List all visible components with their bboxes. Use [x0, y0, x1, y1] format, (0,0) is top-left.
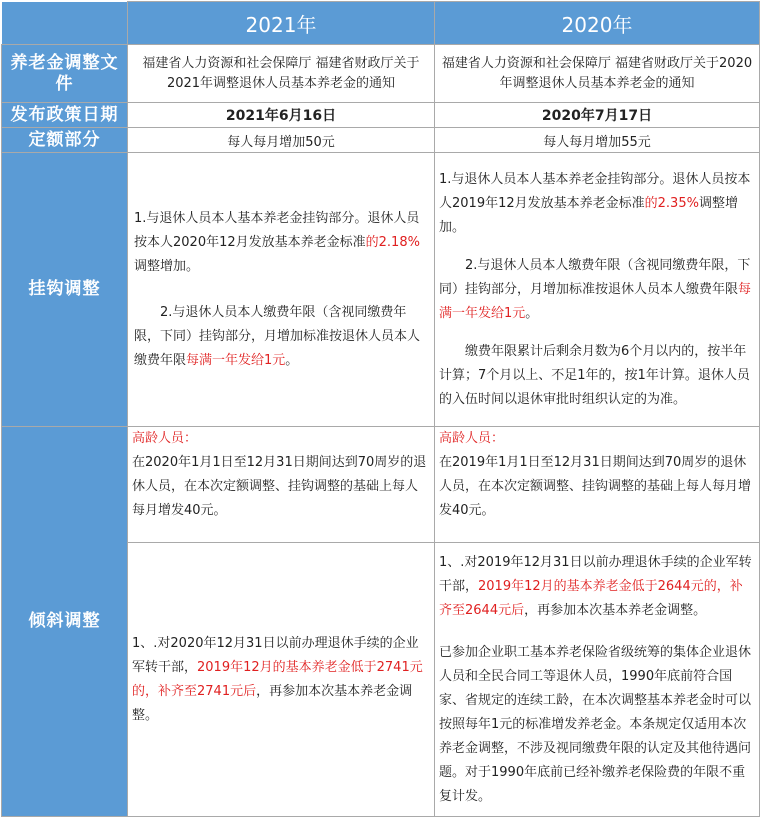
notice-2020: 福建省人力资源和社会保障厅 福建省财政厅关于2020年调整退休人员基本养老金的通知	[435, 45, 760, 103]
row-tilt-elderly	[2, 427, 760, 543]
elderly-2021-text: 在2020年1月1日至12月31日期间达到70周岁的退休人员，在本次定额调整、挂钩调整的基础上每人每月增发40元。	[132, 455, 427, 518]
military-2020-clause: 1、.对2019年12月31日以前办理退休手续的企业军转干部，2019年12月的基本养老金低于2644元的，补齐至2644元后，再参加本次基本养老金调整。	[439, 554, 752, 618]
row-label-notice: 养老金调整文件	[2, 45, 128, 103]
column-header-2021: 2021年	[128, 2, 435, 45]
military-2020-seniority-clause: 已参加企业职工基本养老保险省级统筹的集体企业退休人员和全民合同工等退休人员，1990年底前符合国家、省规定的连续工龄，在本次调整基本养老金时可以按照每年1元的标准增发养老金。本条规定仅适用本次养老金调整，不涉及视同缴费年限的认定及其他待遇问题。对于1990年底前已经补缴养老保险费的年限不重复计发。	[439, 644, 752, 804]
elderly-2021-title: 高龄人员：	[132, 431, 198, 446]
row-date	[2, 103, 760, 128]
corner-cell	[2, 2, 128, 45]
row-linked	[2, 153, 760, 427]
military-2021	[128, 543, 435, 817]
linked-2020	[435, 153, 760, 427]
linked-2020-months-note: 缴费年限累计后剩余月数为6个月以内的，按半年计算；7个月以上、不足1年的，按1年计算。退休人员的入伍时间以退休审批时组织认定的为准。	[439, 343, 750, 407]
elderly-2020	[435, 427, 760, 543]
linked-2021-pension-clause: 1.与退休人员本人基本养老金挂钩部分。退休人员按本人2020年12月发放基本养老金标准的2.18%调整增加。	[134, 210, 420, 274]
military-2020	[435, 543, 760, 817]
linked-2020-years-clause: 2.与退休人员本人缴费年限（含视同缴费年限，下同）挂钩部分，月增加标准按退休人员本人缴费年限每满一年发给1元。	[439, 257, 752, 321]
notice-2021: 福建省人力资源和社会保障厅 福建省财政厅关于2021年调整退休人员基本养老金的通知	[128, 45, 435, 103]
row-fixed	[2, 128, 760, 153]
linked-2021-years-clause: 2.与退休人员本人缴费年限（含视同缴费年限，下同）挂钩部分，月增加标准按退休人员本人缴费年限每满一年发给1元。	[134, 304, 421, 368]
elderly-2020-title: 高龄人员：	[439, 431, 505, 446]
elderly-2021	[128, 427, 435, 543]
date-2020: 2020年7月17日	[435, 103, 760, 128]
linked-2020-pension-clause: 1.与退休人员本人基本养老金挂钩部分。退休人员按本人2019年12月发放基本养老金标准的2.35%调整增加。	[439, 171, 751, 235]
elderly-2020-text: 在2019年1月1日至12月31日期间达到70周岁的退休人员，在本次定额调整、挂钩调整的基础上每人每月增发40元。	[439, 455, 752, 518]
fixed-2021: 每人每月增加50元	[128, 128, 435, 153]
row-label-tilt: 倾斜调整	[2, 427, 128, 817]
row-label-date: 发布政策日期	[2, 103, 128, 128]
header-row	[2, 2, 760, 45]
fixed-2020: 每人每月增加55元	[435, 128, 760, 153]
row-label-fixed: 定额部分	[2, 128, 128, 153]
row-label-linked: 挂钩调整	[2, 153, 128, 427]
pension-comparison-table	[1, 1, 760, 817]
date-2021: 2021年6月16日	[128, 103, 435, 128]
row-notice	[2, 45, 760, 103]
military-2021-clause: 1、.对2020年12月31日以前办理退休手续的企业军转干部，2019年12月的基本养老金低于2741元的，补齐至2741元后，再参加本次基本养老金调整。	[132, 635, 423, 723]
column-header-2020: 2020年	[435, 2, 760, 45]
linked-2021	[128, 153, 435, 427]
